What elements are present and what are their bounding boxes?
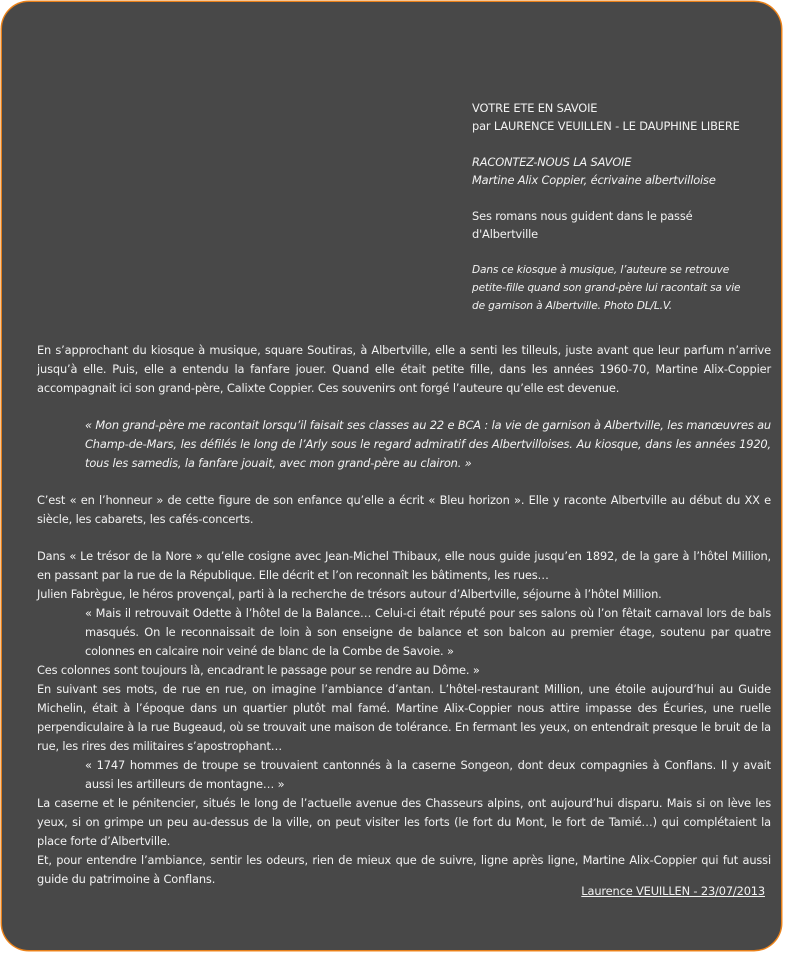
paragraph-caserne: La caserne et le pénitencier, situés le long de l’actuelle avenue des Chasseurs alpins, ont aujourd’hui disparu. Mais si on lève les yeux, si on grimpe un peu au-dessus de la ville, on peut visiter les forts (le fort du Mont, le fort de Tamié…) qui complétaient la place forte d’Albertville. [37, 796, 771, 848]
quote-caserne-songeon: « 1747 hommes de troupe se trouvaient cantonnés à la caserne Songeon, dont deux compagnies à Conflans. Il y avait aussi les artilleurs de montagne… » [85, 758, 771, 791]
article-body [37, 341, 771, 889]
section-title: VOTRE ETE EN SAVOIE [472, 101, 598, 115]
photo-caption-line-2: petite-fille quand son grand-père lui racontait sa vie [472, 282, 741, 294]
paragraph-ambiance: En suivant ses mots, de rue en rue, on imagine l’ambiance d’antan. L’hôtel-restaurant Million, une étoile aujourd’hui au Guide Michelin, était à l’époque dans un quartier plutôt mal famé. Martine Alix-Coppier nous attire impasse des Écuries, une ruelle perpendiculaire à la rue Bugeaud, où se trouvait une maison de tolérance. En fermant les yeux, on entendrait presque le bruit de la rue, les rires des militaires s’apostrophant… [37, 682, 771, 753]
paragraph-julien-fabregue: Julien Fabrègue, le héros provençal, parti à la recherche de trésors autour d’Albertville, séjourne à l’hôtel Million. [37, 587, 662, 601]
paragraph-intro: En s’approchant du kiosque à musique, square Soutiras, à Albertville, elle a senti les tilleuls, juste avant que leur parfum n’arrive jusqu’à elle. Puis, elle a entendu la fanfare jouer. Quand elle était petite fille, dans les années 1960-70, Martine Alix-Coppier accompagnait ici son grand-père, Calixte Coppier. Ces souvenirs ont forgé l’auteure qu’elle est devenue. [37, 343, 771, 395]
quote-hotel-balance: « Mais il retrouvait Odette à l’hôtel de la Balance… Celui-ci était réputé pour ses salons où l’on fêtait carnaval lors de bals masqués. On le reconnaissait de loin à son enseigne de balance et son balcon au premier étage, soutenu par quatre colonnes en calcaire noir veiné de blanc de la Combe de Savoie. » [85, 606, 771, 658]
paragraph-conclusion: Et, pour entendre l’ambiance, sentir les odeurs, rien de mieux que de suivre, ligne après ligne, Martine Alix-Coppier qui fut aussi guide du patrimoine à Conflans. [37, 853, 771, 886]
lead-line-1: Ses romans nous guident dans le passé [472, 209, 693, 223]
quote-grandfather: « Mon grand-père me racontait lorsqu’il faisait ses classes au 22 e BCA : la vie de garnison à Albertville, les manœuvres au Champ-de-Mars, les défilés le long de l’Arly sous le regard admiratif des Albertvilloises. Au kiosque, dans les années 1920, tous les samedis, la fanfare jouait, avec mon grand-père au clairon. » [85, 418, 771, 470]
article-header [472, 99, 772, 315]
paragraph-tresor-de-la-nore: Dans « Le trésor de la Nore » qu’elle cosigne avec Jean-Michel Thibaux, elle nous guide jusqu’en 1892, de la gare à l’hôtel Million, en passant par la rue de la République. Elle décrit et l’on reconnaît les bâtiments, les rues… [37, 549, 771, 582]
signature-link[interactable]: Laurence VEUILLEN - 23/07/2013 [581, 884, 765, 898]
article-subtitle: Martine Alix Coppier, écrivaine albertvilloise [472, 173, 716, 187]
paragraph-colonnes: Ces colonnes sont toujours là, encadrant le passage pour se rendre au Dôme. » [37, 663, 480, 677]
article-panel [1, 1, 782, 951]
photo-caption-line-1: Dans ce kiosque à musique, l’auteure se retrouve [472, 264, 730, 276]
lead-line-2: d'Albertville [472, 227, 538, 241]
series-title: RACONTEZ-NOUS LA SAVOIE [472, 155, 632, 169]
paragraph-bleu-horizon: C’est « en l’honneur » de cette figure de son enfance qu’elle a écrit « Bleu horizon ». Elle y raconte Albertville au début du XX e siècle, les cabarets, les cafés-concerts. [37, 493, 771, 526]
photo-caption-line-3: de garnison à Albertville. Photo DL/L.V. [472, 300, 672, 312]
byline: par LAURENCE VEUILLEN - LE DAUPHINE LIBERE [472, 119, 740, 133]
